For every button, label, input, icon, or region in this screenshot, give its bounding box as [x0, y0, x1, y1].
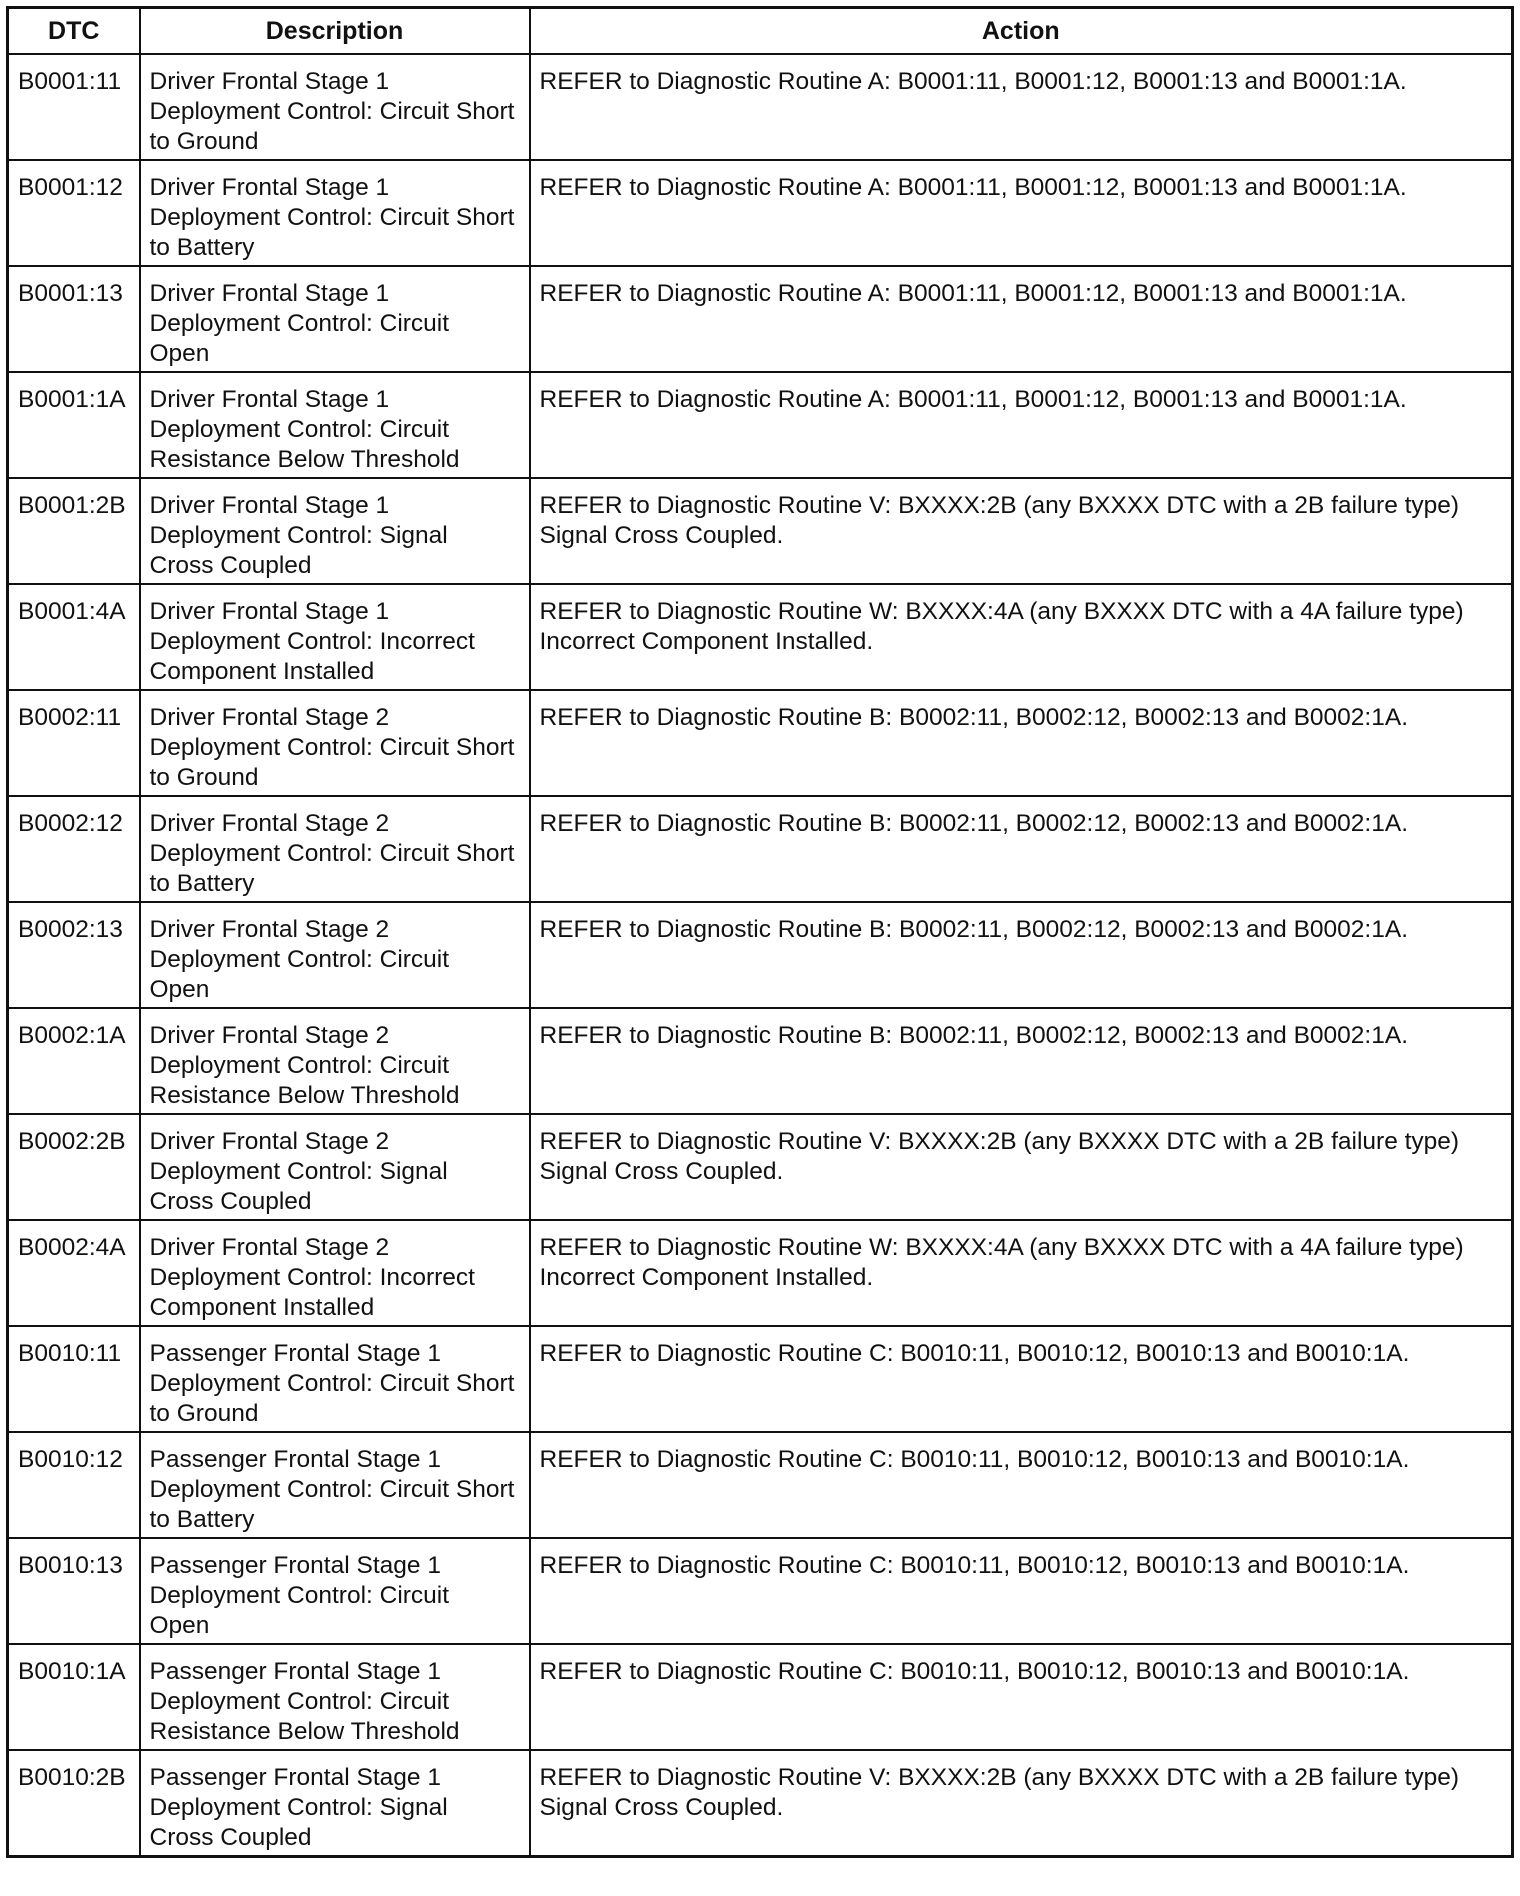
dtc-code: B0001:13	[18, 280, 123, 307]
action-cell	[530, 1644, 1513, 1750]
description-line: Deployment Control: Circuit	[149, 310, 450, 337]
dtc-cell	[8, 584, 140, 690]
description-line: Deployment Control: Circuit	[149, 416, 450, 443]
dtc-code: B0010:13	[18, 1552, 123, 1579]
table-row	[8, 266, 1513, 372]
description-line: Driver Frontal Stage 1	[149, 598, 390, 625]
description-line: Deployment Control: Circuit Short	[149, 98, 515, 125]
dtc-cell	[8, 266, 140, 372]
dtc-code: B0001:4A	[18, 598, 126, 625]
description-line: Deployment Control: Signal	[149, 522, 448, 549]
action-line: REFER to Diagnostic Routine B: B0002:11, B0002:12, B0002:13 and B0002:1A.	[539, 810, 1409, 837]
description-line: Passenger Frontal Stage 1	[149, 1658, 441, 1685]
description-line: Resistance Below Threshold	[149, 1718, 460, 1745]
action-cell	[530, 1538, 1513, 1644]
table-row	[8, 372, 1513, 478]
description-line: Driver Frontal Stage 2	[149, 1234, 390, 1261]
action-cell	[530, 54, 1513, 160]
action-line: Incorrect Component Installed.	[539, 628, 874, 655]
description-line: Deployment Control: Circuit	[149, 946, 450, 973]
table-row	[8, 584, 1513, 690]
description-cell	[140, 1538, 530, 1644]
dtc-code: B0002:4A	[18, 1234, 126, 1261]
description-line: to Battery	[149, 234, 255, 261]
dtc-code: B0002:11	[18, 704, 122, 731]
action-cell	[530, 1432, 1513, 1538]
dtc-cell	[8, 54, 140, 160]
description-line: Component Installed	[149, 1294, 375, 1321]
table-row	[8, 1644, 1513, 1750]
action-line: REFER to Diagnostic Routine C: B0010:11, B0010:12, B0010:13 and B0010:1A.	[539, 1658, 1410, 1685]
description-cell	[140, 902, 530, 1008]
dtc-cell	[8, 1220, 140, 1326]
dtc-cell	[8, 372, 140, 478]
action-line: Signal Cross Coupled.	[539, 1158, 784, 1185]
dtc-cell	[8, 690, 140, 796]
description-cell	[140, 266, 530, 372]
description-line: Deployment Control: Circuit Short	[149, 734, 515, 761]
dtc-code: B0001:2B	[18, 492, 126, 519]
table-row	[8, 1538, 1513, 1644]
action-cell	[530, 372, 1513, 478]
description-line: Resistance Below Threshold	[149, 446, 460, 473]
action-cell	[530, 902, 1513, 1008]
table-row	[8, 160, 1513, 266]
dtc-cell	[8, 1432, 140, 1538]
dtc-cell	[8, 1538, 140, 1644]
description-cell	[140, 372, 530, 478]
action-line: REFER to Diagnostic Routine C: B0010:11, B0010:12, B0010:13 and B0010:1A.	[539, 1340, 1410, 1367]
header-row	[8, 8, 1513, 55]
description-line: to Ground	[149, 1400, 259, 1427]
description-line: Deployment Control: Circuit Short	[149, 840, 515, 867]
description-line: to Battery	[149, 1506, 255, 1533]
table-row	[8, 902, 1513, 1008]
action-cell	[530, 478, 1513, 584]
description-line: Driver Frontal Stage 2	[149, 1128, 390, 1155]
dtc-code: B0001:12	[18, 174, 123, 201]
action-line: REFER to Diagnostic Routine V: BXXXX:2B (any BXXXX DTC with a 2B failure type)	[539, 492, 1460, 519]
dtc-code: B0010:12	[18, 1446, 123, 1473]
description-line: Driver Frontal Stage 2	[149, 810, 390, 837]
description-cell	[140, 1114, 530, 1220]
dtc-cell	[8, 478, 140, 584]
description-line: Passenger Frontal Stage 1	[149, 1764, 441, 1791]
action-line: REFER to Diagnostic Routine C: B0010:11, B0010:12, B0010:13 and B0010:1A.	[539, 1446, 1410, 1473]
action-line: REFER to Diagnostic Routine A: B0001:11, B0001:12, B0001:13 and B0001:1A.	[539, 386, 1407, 413]
description-cell	[140, 54, 530, 160]
table-row	[8, 1008, 1513, 1114]
description-cell	[140, 796, 530, 902]
table-row	[8, 1326, 1513, 1432]
table-header	[8, 8, 1513, 55]
table-row	[8, 1220, 1513, 1326]
action-cell	[530, 690, 1513, 796]
header-description: Description	[140, 8, 530, 55]
action-line: REFER to Diagnostic Routine B: B0002:11, B0002:12, B0002:13 and B0002:1A.	[539, 1022, 1409, 1049]
description-cell	[140, 1644, 530, 1750]
dtc-cell	[8, 902, 140, 1008]
action-cell	[530, 1114, 1513, 1220]
description-line: Cross Coupled	[149, 552, 312, 579]
header-dtc: DTC	[8, 8, 140, 55]
description-line: Deployment Control: Circuit	[149, 1688, 450, 1715]
dtc-cell	[8, 160, 140, 266]
action-line: REFER to Diagnostic Routine A: B0001:11, B0001:12, B0001:13 and B0001:1A.	[539, 174, 1407, 201]
action-cell	[530, 796, 1513, 902]
action-line: REFER to Diagnostic Routine A: B0001:11, B0001:12, B0001:13 and B0001:1A.	[539, 68, 1407, 95]
description-line: Deployment Control: Signal	[149, 1158, 448, 1185]
dtc-cell	[8, 1114, 140, 1220]
action-cell	[530, 1326, 1513, 1432]
table-row	[8, 796, 1513, 902]
description-line: Cross Coupled	[149, 1824, 312, 1851]
dtc-code: B0002:2B	[18, 1128, 126, 1155]
action-line: REFER to Diagnostic Routine W: BXXXX:4A (any BXXXX DTC with a 4A failure type)	[539, 598, 1464, 625]
description-line: Driver Frontal Stage 2	[149, 704, 390, 731]
description-cell	[140, 160, 530, 266]
description-line: Driver Frontal Stage 1	[149, 174, 390, 201]
dtc-code: B0002:12	[18, 810, 123, 837]
action-line: REFER to Diagnostic Routine V: BXXXX:2B (any BXXXX DTC with a 2B failure type)	[539, 1764, 1460, 1791]
dtc-code: B0001:11	[18, 68, 122, 95]
description-cell	[140, 690, 530, 796]
description-line: Driver Frontal Stage 2	[149, 1022, 390, 1049]
action-cell	[530, 160, 1513, 266]
table-row	[8, 1114, 1513, 1220]
dtc-table	[6, 6, 1514, 1858]
description-cell	[140, 1008, 530, 1114]
action-line: REFER to Diagnostic Routine B: B0002:11, B0002:12, B0002:13 and B0002:1A.	[539, 704, 1409, 731]
dtc-cell	[8, 796, 140, 902]
dtc-cell	[8, 1750, 140, 1857]
description-line: Driver Frontal Stage 1	[149, 492, 390, 519]
description-line: Cross Coupled	[149, 1188, 312, 1215]
action-cell	[530, 1008, 1513, 1114]
table-body	[8, 54, 1513, 1857]
dtc-cell	[8, 1008, 140, 1114]
dtc-code: B0002:13	[18, 916, 123, 943]
description-cell	[140, 1326, 530, 1432]
action-line: REFER to Diagnostic Routine W: BXXXX:4A (any BXXXX DTC with a 4A failure type)	[539, 1234, 1464, 1261]
description-line: Deployment Control: Incorrect	[149, 1264, 475, 1291]
header-action: Action	[530, 8, 1513, 55]
description-line: Open	[149, 1612, 210, 1639]
description-cell	[140, 1750, 530, 1857]
dtc-cell	[8, 1326, 140, 1432]
action-cell	[530, 584, 1513, 690]
dtc-code: B0001:1A	[18, 386, 126, 413]
description-line: Resistance Below Threshold	[149, 1082, 460, 1109]
description-line: Deployment Control: Circuit Short	[149, 204, 515, 231]
description-line: Deployment Control: Signal	[149, 1794, 448, 1821]
description-line: Passenger Frontal Stage 1	[149, 1340, 441, 1367]
description-line: Passenger Frontal Stage 1	[149, 1552, 441, 1579]
description-cell	[140, 478, 530, 584]
description-line: Open	[149, 976, 210, 1003]
description-line: Deployment Control: Circuit Short	[149, 1476, 515, 1503]
description-line: Deployment Control: Incorrect	[149, 628, 475, 655]
description-line: to Battery	[149, 870, 255, 897]
description-line: to Ground	[149, 128, 259, 155]
description-cell	[140, 1432, 530, 1538]
action-line: Signal Cross Coupled.	[539, 522, 784, 549]
description-line: Driver Frontal Stage 1	[149, 68, 390, 95]
description-line: Component Installed	[149, 658, 375, 685]
description-line: to Ground	[149, 764, 259, 791]
action-cell	[530, 266, 1513, 372]
description-line: Driver Frontal Stage 1	[149, 280, 390, 307]
description-line: Passenger Frontal Stage 1	[149, 1446, 441, 1473]
table-row	[8, 54, 1513, 160]
dtc-code: B0010:11	[18, 1340, 122, 1367]
description-line: Open	[149, 340, 210, 367]
action-line: Incorrect Component Installed.	[539, 1264, 874, 1291]
table-row	[8, 690, 1513, 796]
description-cell	[140, 584, 530, 690]
description-line: Deployment Control: Circuit	[149, 1052, 450, 1079]
description-line: Driver Frontal Stage 2	[149, 916, 390, 943]
dtc-cell	[8, 1644, 140, 1750]
action-line: REFER to Diagnostic Routine A: B0001:11, B0001:12, B0001:13 and B0001:1A.	[539, 280, 1407, 307]
action-line: REFER to Diagnostic Routine C: B0010:11, B0010:12, B0010:13 and B0010:1A.	[539, 1552, 1410, 1579]
action-line: REFER to Diagnostic Routine V: BXXXX:2B (any BXXXX DTC with a 2B failure type)	[539, 1128, 1460, 1155]
dtc-code: B0002:1A	[18, 1022, 126, 1049]
description-line: Deployment Control: Circuit	[149, 1582, 450, 1609]
dtc-code: B0010:2B	[18, 1764, 126, 1791]
action-line: Signal Cross Coupled.	[539, 1794, 784, 1821]
table-row	[8, 1750, 1513, 1857]
description-line: Deployment Control: Circuit Short	[149, 1370, 515, 1397]
action-line: REFER to Diagnostic Routine B: B0002:11, B0002:12, B0002:13 and B0002:1A.	[539, 916, 1409, 943]
action-cell	[530, 1750, 1513, 1857]
dtc-code: B0010:1A	[18, 1658, 126, 1685]
description-cell	[140, 1220, 530, 1326]
description-line: Driver Frontal Stage 1	[149, 386, 390, 413]
table-row	[8, 478, 1513, 584]
table-row	[8, 1432, 1513, 1538]
action-cell	[530, 1220, 1513, 1326]
